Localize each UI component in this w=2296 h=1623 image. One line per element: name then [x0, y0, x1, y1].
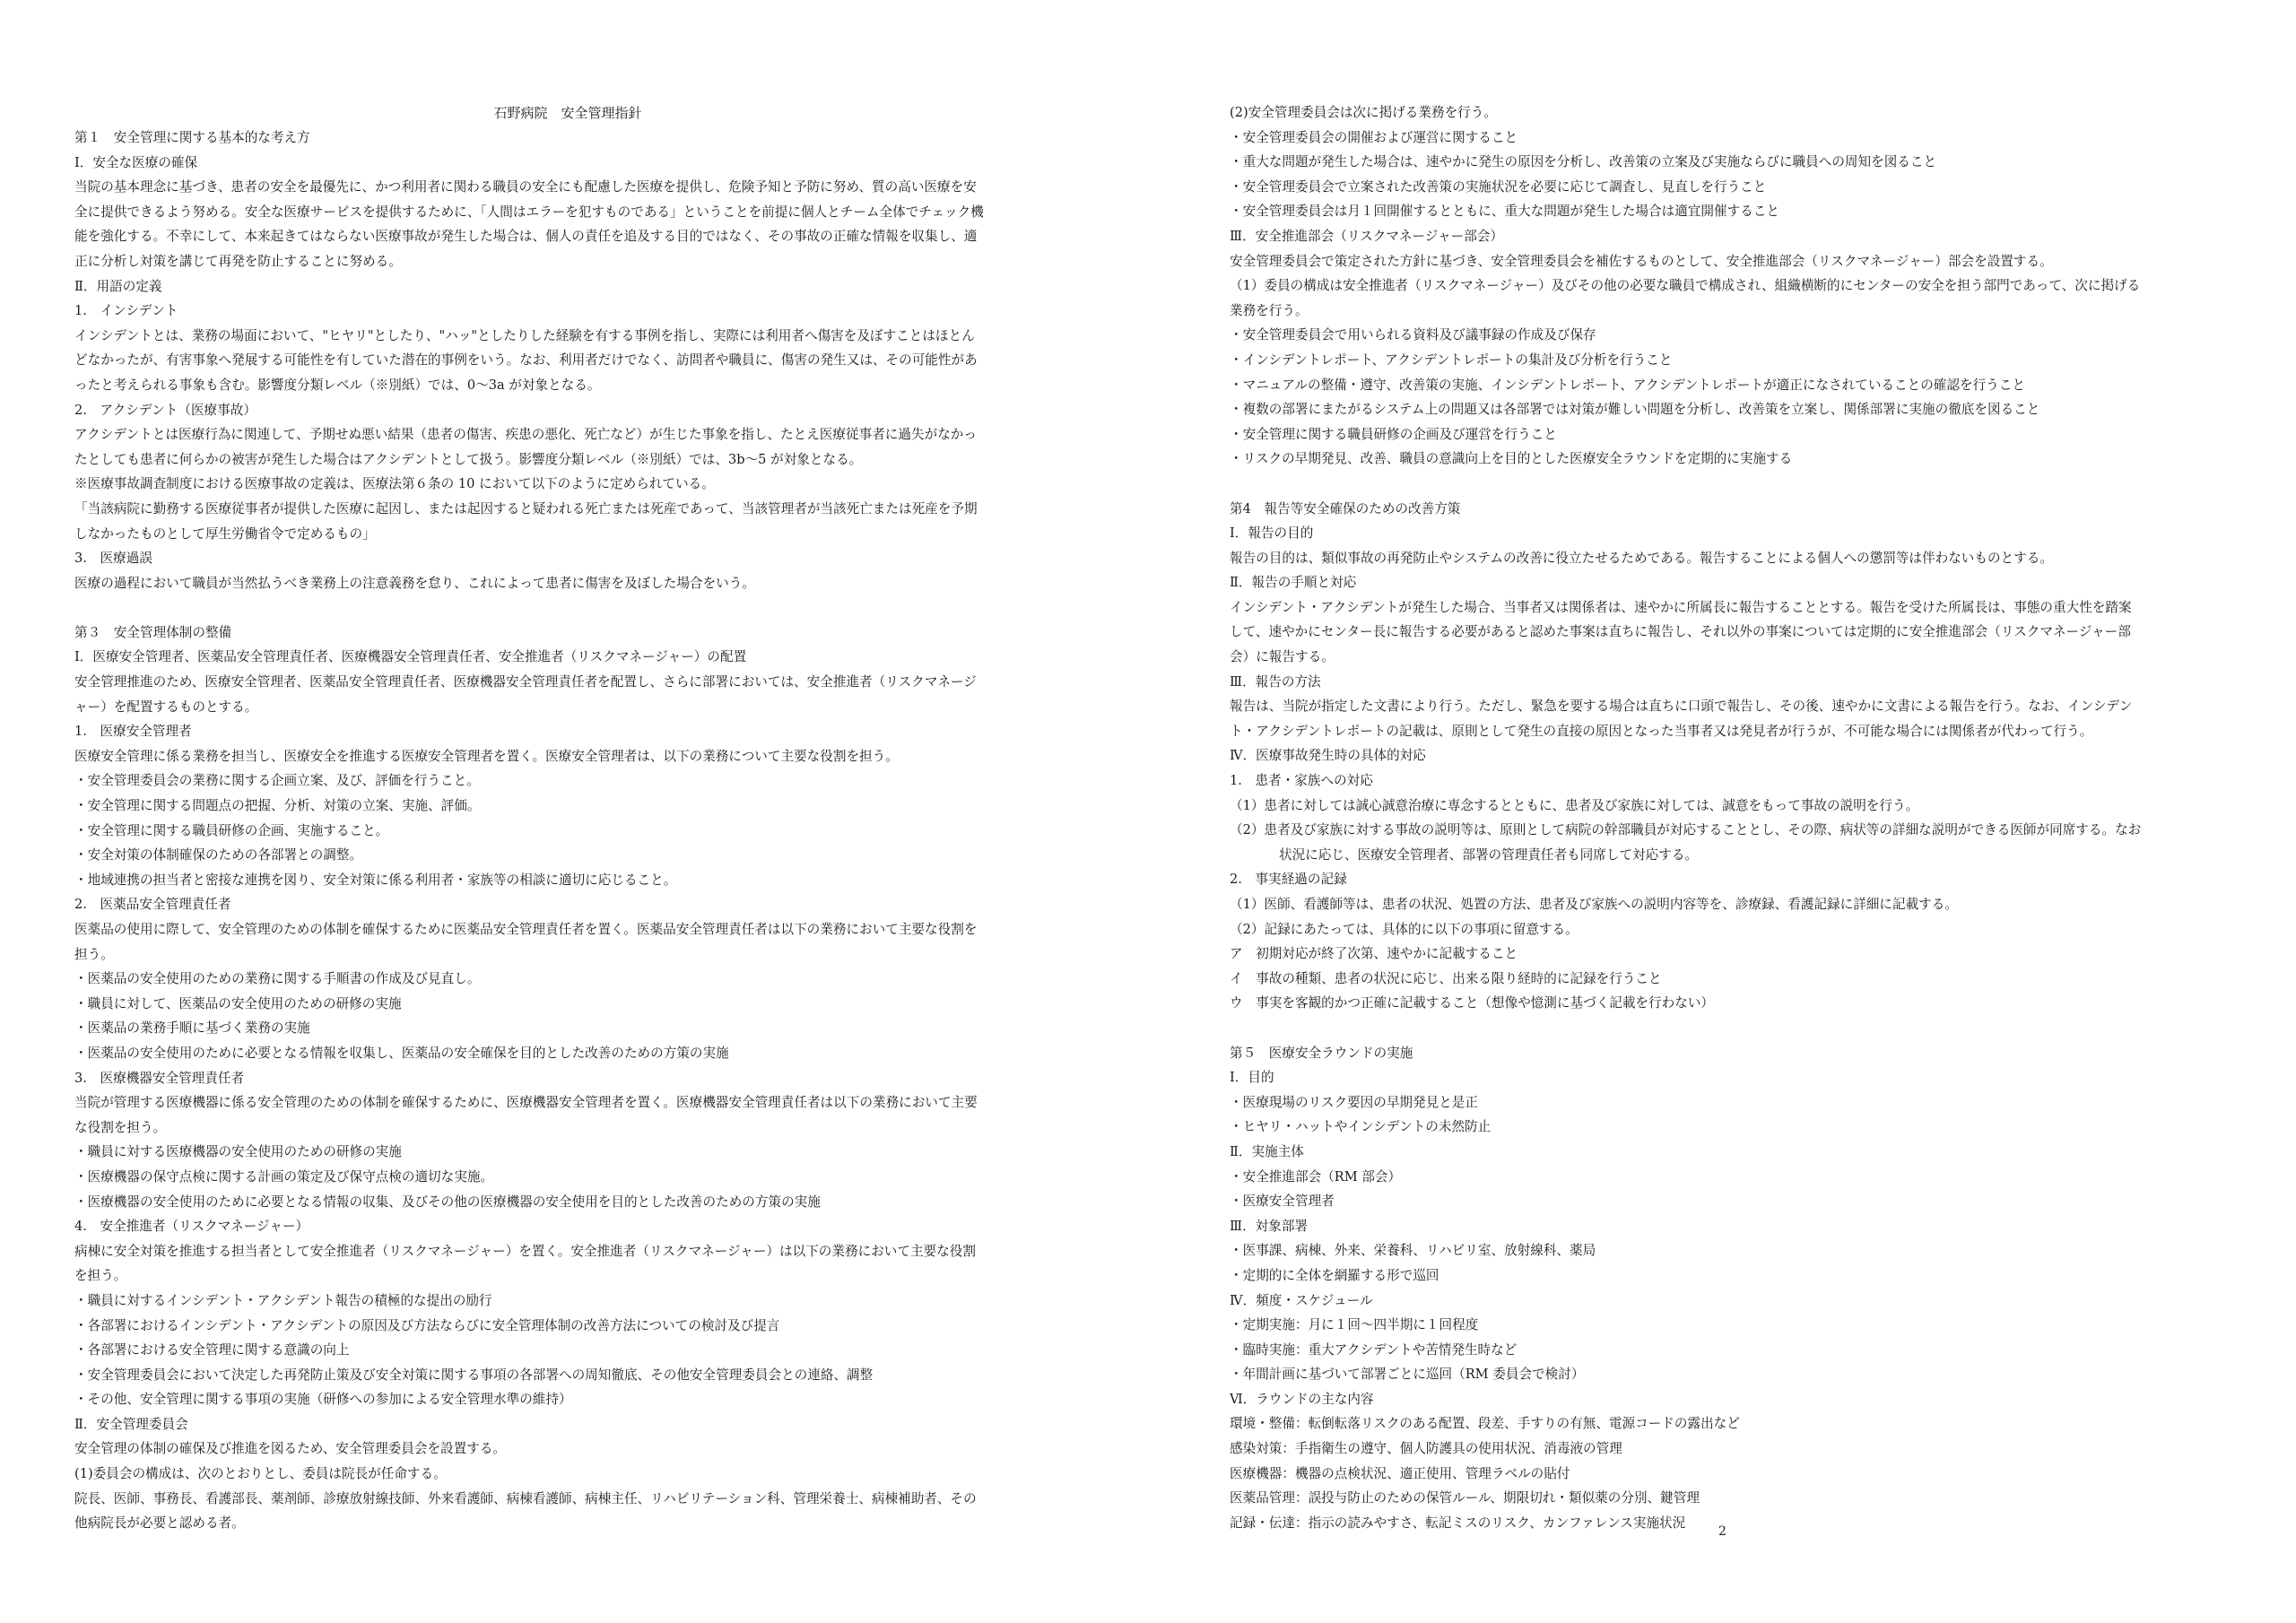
text-line: ・医薬品の安全使用のための業務に関する手順書の作成及び見直し。 [74, 971, 481, 987]
text-line: ・安全管理委員会は月１回開催するとともに、重大な問題が発生した場合は適宜開催すること [1230, 204, 1779, 220]
text-line: ・安全管理に関する職員研修の企画、実施すること。 [74, 822, 389, 838]
text-line: Ⅲ．報告の方法 [1230, 673, 1321, 690]
text-line: (1)委員会の構成は、次のとおりとし、委員は院長が任命する。 [74, 1466, 447, 1482]
text-line: 安全管理の体制の確保及び推進を図るため、安全管理委員会を設置する。 [74, 1441, 507, 1457]
text-line: 医療機器：機器の点検状況、適正使用、管理ラベルの貼付 [1230, 1465, 1570, 1481]
text-line: ・リスクの早期発見、改善、職員の意識向上を目的とした医療安全ラウンドを定期的に実施する [1230, 451, 1793, 467]
text-line: ・安全管理委員会の業務に関する企画立案、及び、評価を行うこと。 [74, 773, 480, 789]
text-line: ・定期実施：月に１回〜四半期に１回程度 [1230, 1317, 1479, 1333]
text-line: 医療安全管理に係る業務を担当し、医療安全を推進する医療安全管理者を置く。医療安全管理者は、以下の業務について主要な役割を担う。 [74, 748, 899, 764]
text-line: 3. 医療機器安全管理責任者 [74, 1070, 245, 1086]
text-line: ・安全管理委員会で用いられる資料及び議事録の作成及び保存 [1230, 327, 1596, 343]
text-line: 能を強化する。不幸にして、本来起きてはならない医療事故が発生した場合は、個人の責任を追及する目的ではなく、その事故の正確な情報を収集し、適 [74, 229, 978, 245]
text-line: 医療の過程において職員が当然払うべき業務上の注意義務を怠り、これによって患者に傷害を及ぼした場合をいう。 [74, 575, 755, 591]
text-line: 第３ 安全管理体制の整備 [74, 624, 232, 640]
text-line: 状況に応じ、医療安全管理者、部署の管理責任者も同席して対応する。 [1279, 846, 1699, 863]
text-line: ・安全管理に関する問題点の把握、分析、対策の立案、実施、評価。 [74, 798, 481, 814]
text-line: （1）患者に対しては誠心誠意治療に専念するとともに、患者及び家族に対しては、誠意をもって事故の説明を行う。 [1230, 797, 1919, 813]
text-line: Ⅰ．医療安全管理者、医薬品安全管理責任者、医療機器安全管理責任者、安全推進者（リスクマネージャー）の配置 [74, 649, 747, 665]
text-line: 全に提供できるよう努める。安全な医療サービスを提供するために、「人間はエラーを犯すものである」ということを前提に個人とチーム全体でチェック機 [74, 204, 984, 220]
text-line: ・重大な問題が発生した場合は、速やかに発生の原因を分析し、改善策の立案及び実施ならびに職員への周知を図ること [1230, 154, 1937, 170]
text-line: 2. アクシデント（医療事故） [74, 402, 257, 418]
text-line: 第4 報告等安全確保のための改善方策 [1230, 500, 1461, 516]
text-line: どなかったが、有害事象へ発展する可能性を有していた潜在的事例をいう。なお、利用者だけでなく、訪問者や職員に、傷害の発生又は、その可能性があ [74, 352, 978, 369]
text-line: ・インシデントレポート、アクシデントレポートの集計及び分析を行うこと [1230, 352, 1673, 368]
text-line: 医薬品管理：誤投与防止のための保管ルール、期限切れ・類似薬の分別、鍵管理 [1230, 1490, 1700, 1506]
text-line: ったと考えられる事象も含む。影響度分類レベル（※別紙）では、0〜3a が対象となる。 [74, 377, 601, 393]
text-line: ・定期的に全体を網羅する形で巡回 [1230, 1267, 1439, 1283]
text-line: 第１ 安全管理に関する基本的な考え方 [74, 130, 310, 145]
text-line: イ 事故の種類、患者の状況に応じ、出来る限り経時的に記録を行うこと [1230, 970, 1662, 986]
blank-line [1230, 472, 2234, 497]
text-line: ・職員に対する医療機器の安全使用のための研修の実施 [74, 1144, 402, 1160]
left-column [74, 126, 1079, 1536]
text-line: ウ 事実を客観的かつ正確に記載すること（想像や憶測に基づく記載を行わない） [1230, 995, 1714, 1011]
text-line: Ⅲ．対象部署 [1230, 1218, 1309, 1234]
text-line: 安全管理推進のため、医療安全管理者、医薬品安全管理責任者、医療機器安全管理責任者を配置し、さらに部署においては、安全推進者（リスクマネージ [74, 674, 977, 690]
text-line: 1. インシデント [74, 303, 178, 319]
text-line: ※医療事故調査制度における医療事故の定義は、医療法第６条の 10 において以下のように定められている。 [74, 476, 715, 492]
text-line: インシデントとは、業務の場面において、"ヒヤリ"としたり、"ハッ"としたりした経験を有する事例を指し、実際には利用者へ傷害を及ぼすことはほとん [74, 327, 975, 343]
text-line: 正に分析し対策を講じて再発を防止することに努める。 [74, 253, 402, 269]
text-line: （2）記録にあたっては、具体的に以下の事項に留意する。 [1230, 921, 1578, 937]
blank-line [74, 595, 1079, 621]
text-line: 当院が管理する医療機器に係る安全管理のための体制を確保するために、医療機器安全管理者を置く。医療機器安全管理責任者は以下の業務において主要 [74, 1095, 978, 1111]
text-line: Ⅲ．安全推進部会（リスクマネージャー部会） [1230, 228, 1504, 244]
text-line: ・安全管理委員会で立案された改善策の実施状況を必要に応じて調査し、見直しを行うこと [1230, 178, 1767, 195]
text-line: 第５ 医療安全ラウンドの実施 [1230, 1045, 1413, 1061]
text-line: 2. 医薬品安全管理責任者 [74, 897, 231, 913]
text-line: Ⅰ．目的 [1230, 1070, 1274, 1086]
text-line: Ⅰ．安全な医療の確保 [74, 154, 198, 170]
text-line: ・複数の部署にまたがるシステム上の問題又は各部署では対策が難しい問題を分析し、改善策を立案し、関係部署に実施の徹底を図ること [1230, 402, 2040, 418]
text-line: ・年間計画に基づいて部署ごとに巡回（RM 委員会で検討） [1230, 1367, 1585, 1383]
text-line: ・医療機器の安全使用のために必要となる情報の収集、及びその他の医療機器の安全使用を目的とした改善のための方策の実施 [74, 1193, 821, 1210]
text-line: 1. 患者・家族への対応 [1230, 773, 1373, 789]
text-line: （1）委員の構成は安全推進者（リスクマネージャー）及びその他の必要な職員で構成され、組織横断的にセンターの安全を担う部門であって、次に掲げる [1230, 278, 2141, 294]
text-line: ・医薬品の安全使用のために必要となる情報を収集し、医薬品の安全確保を目的とした改善のための方策の実施 [74, 1045, 729, 1061]
text-line: Ⅵ．ラウンドの主な内容 [1230, 1391, 1374, 1407]
page-number: 2 [1718, 1524, 1726, 1539]
blank-line [1230, 1016, 2234, 1041]
text-line: ・各部署における安全管理に関する意識の向上 [74, 1342, 350, 1358]
text-line: ・ヒヤリ・ハットやインシデントの未然防止 [1230, 1119, 1492, 1135]
text-line: 4. 安全推進者（リスクマネージャー） [74, 1219, 309, 1235]
text-line: ・安全管理に関する職員研修の企画及び運営を行うこと [1230, 426, 1557, 442]
text-line: Ⅱ．報告の手順と対応 [1230, 575, 1357, 591]
text-line: ・地域連携の担当者と密接な連携を図り、安全対策に係る利用者・家族等の相談に適切に応じること。 [74, 872, 677, 888]
text-line: しなかったものとして厚生労働省令で定めるもの」 [74, 525, 376, 542]
text-line: ・その他、安全管理に関する事項の実施（研修への参加による安全管理水準の維持） [74, 1392, 572, 1408]
text-line: 安全管理委員会で策定された方針に基づき、安全管理委員会を補佐するものとして、安全推進部会（リスクマネージャー）部会を設置する。 [1230, 253, 2053, 269]
text-line: して、速やかにセンター長に報告する必要があると認めた事案は直ちに報告し、それ以外の事案については定期的に安全推進部会（リスクマネージャー部 [1230, 624, 2131, 640]
text-line: ャー）を配置するものとする。 [74, 699, 258, 715]
text-line: 2. 事実経過の記録 [1230, 872, 1347, 888]
text-line: ・安全管理委員会の開催および運営に関すること [1230, 129, 1518, 145]
text-line: Ⅱ．実施主体 [1230, 1143, 1304, 1159]
text-line: たとしても患者に何らかの被害が発生した場合はアクシデントとして扱う。影響度分類レベル（※別紙）では、3b〜5 が対象となる。 [74, 451, 863, 467]
text-line: 業務を行う。 [1230, 302, 1309, 318]
text-line: ・マニュアルの整備・遵守、改善策の実施、インシデントレポート、アクシデントレポートが適正になされていることの確認を行うこと [1230, 377, 2025, 393]
text-line: 報告の目的は、類似事故の再発防止やシステムの改善に役立たせるためである。報告することによる個人への懲罰等は伴わないものとする。 [1230, 550, 2053, 566]
text-line: 感染対策：手指衛生の遵守、個人防護具の使用状況、消毒液の管理 [1230, 1441, 1622, 1457]
document-title: 石野病院 安全管理指針 [493, 105, 642, 121]
text-line: ・安全対策の体制確保のための各部署との調整。 [74, 847, 363, 864]
text-line: （1）医師、看護師等は、患者の状況、処置の方法、患者及び家族への説明内容等を、診療録、看護記録に詳細に記載する。 [1230, 897, 1958, 912]
text-line: を担う。 [74, 1268, 127, 1284]
text-line: ・職員に対するインシデント・アクシデント報告の積極的な提出の励行 [74, 1292, 492, 1308]
text-line: 記録・伝達：指示の読みやすさ、転記ミスのリスク、カンファレンス実施状況 [1230, 1515, 1686, 1531]
text-line: ・各部署におけるインシデント・アクシデントの原因及び方法ならびに安全管理体制の改善方法についての検討及び提言 [74, 1317, 780, 1333]
text-line: 他病院長が必要と認める者。 [74, 1515, 245, 1532]
text-line: 環境・整備：転倒転落リスクのある配置、段差、手すりの有無、電源コードの露出など [1230, 1416, 1740, 1432]
text-line: ・職員に対して、医薬品の安全使用のための研修の実施 [74, 995, 402, 1011]
text-line: 報告は、当院が指定した文書により行う。ただし、緊急を要する場合は直ちに口頭で報告し、その後、速やかに文書による報告を行う。なお、インシデン [1230, 699, 2133, 715]
text-line: ・安全推進部会（RM 部会） [1230, 1168, 1402, 1185]
text-line: アクシデントとは医療行為に関連して、予期せぬ悪い結果（患者の傷害、疾患の悪化、死亡など）が生じた事象を指し、たとえ医療従事者に過失がなかっ [74, 427, 977, 443]
text-line: 院長、医師、事務長、看護部長、薬剤師、診療放射線技師、外来看護師、病棟看護師、病棟主任、リハビリテーション科、管理栄養士、病棟補助者、その [74, 1490, 977, 1506]
right-column [1230, 100, 2234, 1535]
text-line: ・医療現場のリスク要因の早期発見と是正 [1230, 1094, 1478, 1110]
text-line: 会）に報告する。 [1230, 649, 1335, 665]
text-line: Ⅱ．用語の定義 [74, 278, 162, 294]
text-line: ・医薬品の業務手順に基づく業務の実施 [74, 1020, 310, 1037]
text-line: 「当該病院に勤務する医療従事者が提供した医療に起因し、または起因すると疑われる死亡または死産であって、当該管理者が当該死亡または死産を予期 [74, 500, 978, 516]
text-line: Ⅱ．安全管理委員会 [74, 1416, 188, 1432]
text-line: ・医療安全管理者 [1230, 1193, 1335, 1210]
text-line: 担う。 [74, 946, 114, 962]
text-line: Ⅳ．頻度・スケジュール [1230, 1292, 1373, 1308]
text-line: 1. 医療安全管理者 [74, 724, 192, 740]
text-line: （2）患者及び家族に対する事故の説明等は、原則として病院の幹部職員が対応することとし、その際、病状等の詳細な説明ができる医師が同席する。なお [1230, 822, 2142, 838]
text-line: 病棟に安全対策を推進する担当者として安全推進者（リスクマネージャー）を置く。安全推進者（リスクマネージャー）は以下の業務において主要な役割 [74, 1243, 976, 1259]
text-line: Ⅳ．医療事故発生時の具体的対応 [1230, 748, 1426, 764]
text-line: ト・アクシデントレポートの記載は、原則として発生の直接の原因となった当事者又は発見者が行うが、不可能な場合には関係者が代わって行う。 [1230, 723, 2093, 739]
text-line: Ⅰ．報告の目的 [1230, 525, 1314, 542]
text-line: ・医事課、病棟、外来、栄養科、リハビリ室、放射線科、薬局 [1230, 1243, 1596, 1259]
text-line: インシデント・アクシデントが発生した場合、当事者又は関係者は、速やかに所属長に報告することとする。報告を受けた所属長は、事態の重大性を踏案 [1230, 599, 2132, 615]
text-line: (2)安全管理委員会は次に掲げる業務を行う。 [1230, 105, 1497, 120]
text-line: 医薬品の使用に際して、安全管理のための体制を確保するために医薬品安全管理責任者を置く。医薬品安全管理責任者は以下の業務において主要な役割を [74, 922, 978, 937]
text-line: ・臨時実施：重大アクシデントや苦情発生時など [1230, 1341, 1518, 1358]
text-line: 3. 医療過誤 [74, 551, 152, 567]
text-line: ・医療機器の保守点検に関する計画の策定及び保守点検の適切な実施。 [74, 1168, 494, 1185]
text-line: ア 初期対応が終了次第、速やかに記載すること [1230, 946, 1518, 962]
text-line: 当院の基本理念に基づき、患者の安全を最優先に、かつ利用者に関わる職員の安全にも配慮した医療を提供し、危険予知と予防に努め、質の高い医療を安 [74, 179, 977, 195]
text-line: ・安全管理委員会において決定した再発防止策及び安全対策に関する事項の各部署への周知徹底、その他安全管理委員会との連絡、調整 [74, 1367, 874, 1383]
text-line: な役割を担う。 [74, 1119, 167, 1135]
